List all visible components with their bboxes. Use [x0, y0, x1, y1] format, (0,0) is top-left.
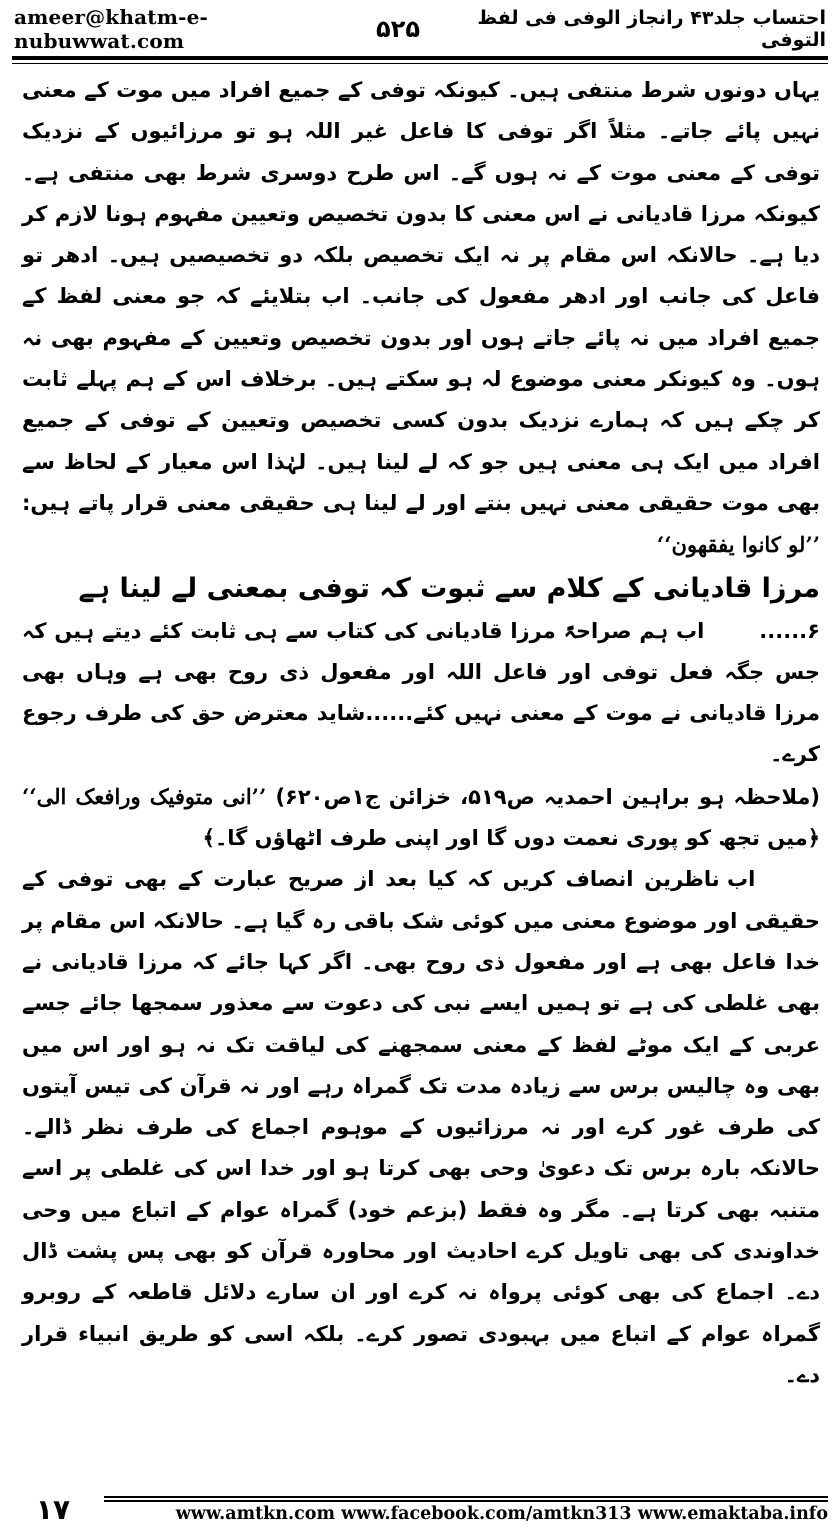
header-page-number: ۵۲۵ [376, 15, 420, 43]
paragraph-2 [22, 611, 820, 776]
page-header [14, 6, 826, 52]
citation-quote: ’’انی متوفیک ورافعک الی‘‘ [22, 783, 267, 809]
footer-website-links[interactable]: www.amtkn.com www.facebook.com/amtkn313 www.emaktaba.info [175, 1504, 828, 1524]
header-left [14, 5, 420, 53]
citation-reference: (ملاحظہ ہو براہین احمدیہ ص۵۱۹، خزائن ج۱ص۶۲۰) [275, 784, 820, 809]
page-footer [12, 1488, 828, 1532]
paragraph-2-number: ۶...... [759, 618, 820, 643]
header-rule-thin [12, 63, 828, 64]
footer-rule-bottom [104, 1500, 828, 1502]
paragraph-2-text: اب ہم صراحۃً مرزا قادیانی کی کتاب سے ہی ثابت کئے دیتے ہیں کہ جس جگہ فعل توفی اور فاعل اللہ اور مفعول ذی روح بھی ہے وہاں بھی مرزا قادیانی نے موت کے معنی نہیں کئے......شاید معترض حق کی طرف رجوع کرے۔ [22, 618, 820, 767]
citation-paragraph [22, 776, 820, 860]
paragraph-3-text: اب ناظرین انصاف کریں کہ کیا بعد از صریح عبارت کے بھی توفی کے حقیقی اور موضوع معنی میں کوئی شک باقی رہ گیا ہے۔ حالانکہ اس مقام پر خدا فاعل بھی ہے اور مفعول ذی روح بھی۔ اگر کہا جائے کہ مرزا قادیانی نے بھی غلطی کی ہے تو ہمیں ایسے نبی کی دعوت سے معذور سمجھا جائے جسے عربی کے ایک موٹے لفظ کے معنی سمجھنے کی لیاقت تک نہ ہو اور اس میں بھی وہ چالیس برس سے زیادہ مدت تک گمراہ رہے اور نہ قرآن کی تیس آیتوں کی طرف غور کرے اور نہ مرزائیوں کے موہوم اجماع کی طرف نظر ڈالے۔ حالانکہ بارہ برس تک دعویٰ وحی بھی کرتا ہو اور خدا اس کی غلطی پر اسے متنبہ بھی کرتا ہے۔ مگر وہ فقط (بزعم خود) گمراہ عوام کے اتباع میں وحی خداوندی کی بھی تاویل کرے احادیث اور محاورہ قرآن کو بھی پس پشت ڈال دے۔ اجماع کی بھی کوئی پرواہ نہ کرے اور ان سارے دلائل قاطعہ کے روبرو گمراہ عوام کے اتباع میں بہبودی تصور کرے۔ بلکہ اسی کو طریق انبیاء قرار دے۔ [22, 867, 820, 1387]
footer-rule-top [104, 1496, 828, 1498]
header-book-title: احتساب جلد۴۳ رانجاز الوفی فی لفظ التوفی [477, 7, 826, 51]
section-heading: مرزا قادیانی کے کلام سے ثبوت کہ توفی بمعنی لے لینا ہے [78, 572, 820, 604]
paragraph-1-quote: ’’لو کانوا یفقھون‘‘ [656, 532, 820, 558]
citation-translation: ﴿میں تجھ کو پوری نعمت دوں گا اور اپنی طرف اٹھاؤں گا۔﴾ [202, 826, 820, 851]
header-rule-thick [12, 56, 828, 60]
paragraph-1-text: یہاں دونوں شرط منتفی ہیں۔ کیونکہ توفی کے جمیع افراد میں موت کے معنی نہیں پائے جاتے۔ مثلاً اگر توفی کا فاعل غیر اللہ ہو تو مرزائیوں کے نزدیک توفی کے معنی موت کے نہ ہوں گے۔ اس طرح دوسری شرط بھی منتفی ہے۔ کیونکہ مرزا قادیانی نے اس معنی کا بدون تخصیص وتعیین مفہوم ہونا لازم کر دیا ہے۔ حالانکہ اس مقام پر نہ ایک تخصیص بلکہ دو تخصیصیں ہیں۔ ادھر تو فاعل کی جانب اور ادھر مفعول کی جانب۔ اب بتلایئے کہ جو معنی لفظ کے جمیع افراد میں نہ پائے جاتے ہوں اور بدون تخصیص وتعیین کے مفہوم بھی نہ ہوں۔ وہ کیونکر معنی موضوع لہ ہو سکتے ہیں۔ برخلاف اس کے ہم پہلے ثابت کر چکے ہیں کہ ہمارے نزدیک بدون کسی تخصیص وتعیین کے توفی کے جمیع افراد میں ایک ہی معنی ہیں جو کہ لے لینا ہیں۔ لہٰذا اس معیار کے لحاظ سے بھی موت حقیقی معنی نہیں بنتے اور لے لینا ہی حقیقی معنی قرار پاتے ہیں: [22, 78, 820, 515]
header-email[interactable]: ameer@khatm-e-nubuwwat.com [14, 5, 208, 53]
paragraph-1 [22, 70, 820, 567]
body-text [22, 70, 820, 1396]
paragraph-3 [22, 859, 820, 1396]
footer-page-number: ۱۷ [35, 1492, 71, 1526]
